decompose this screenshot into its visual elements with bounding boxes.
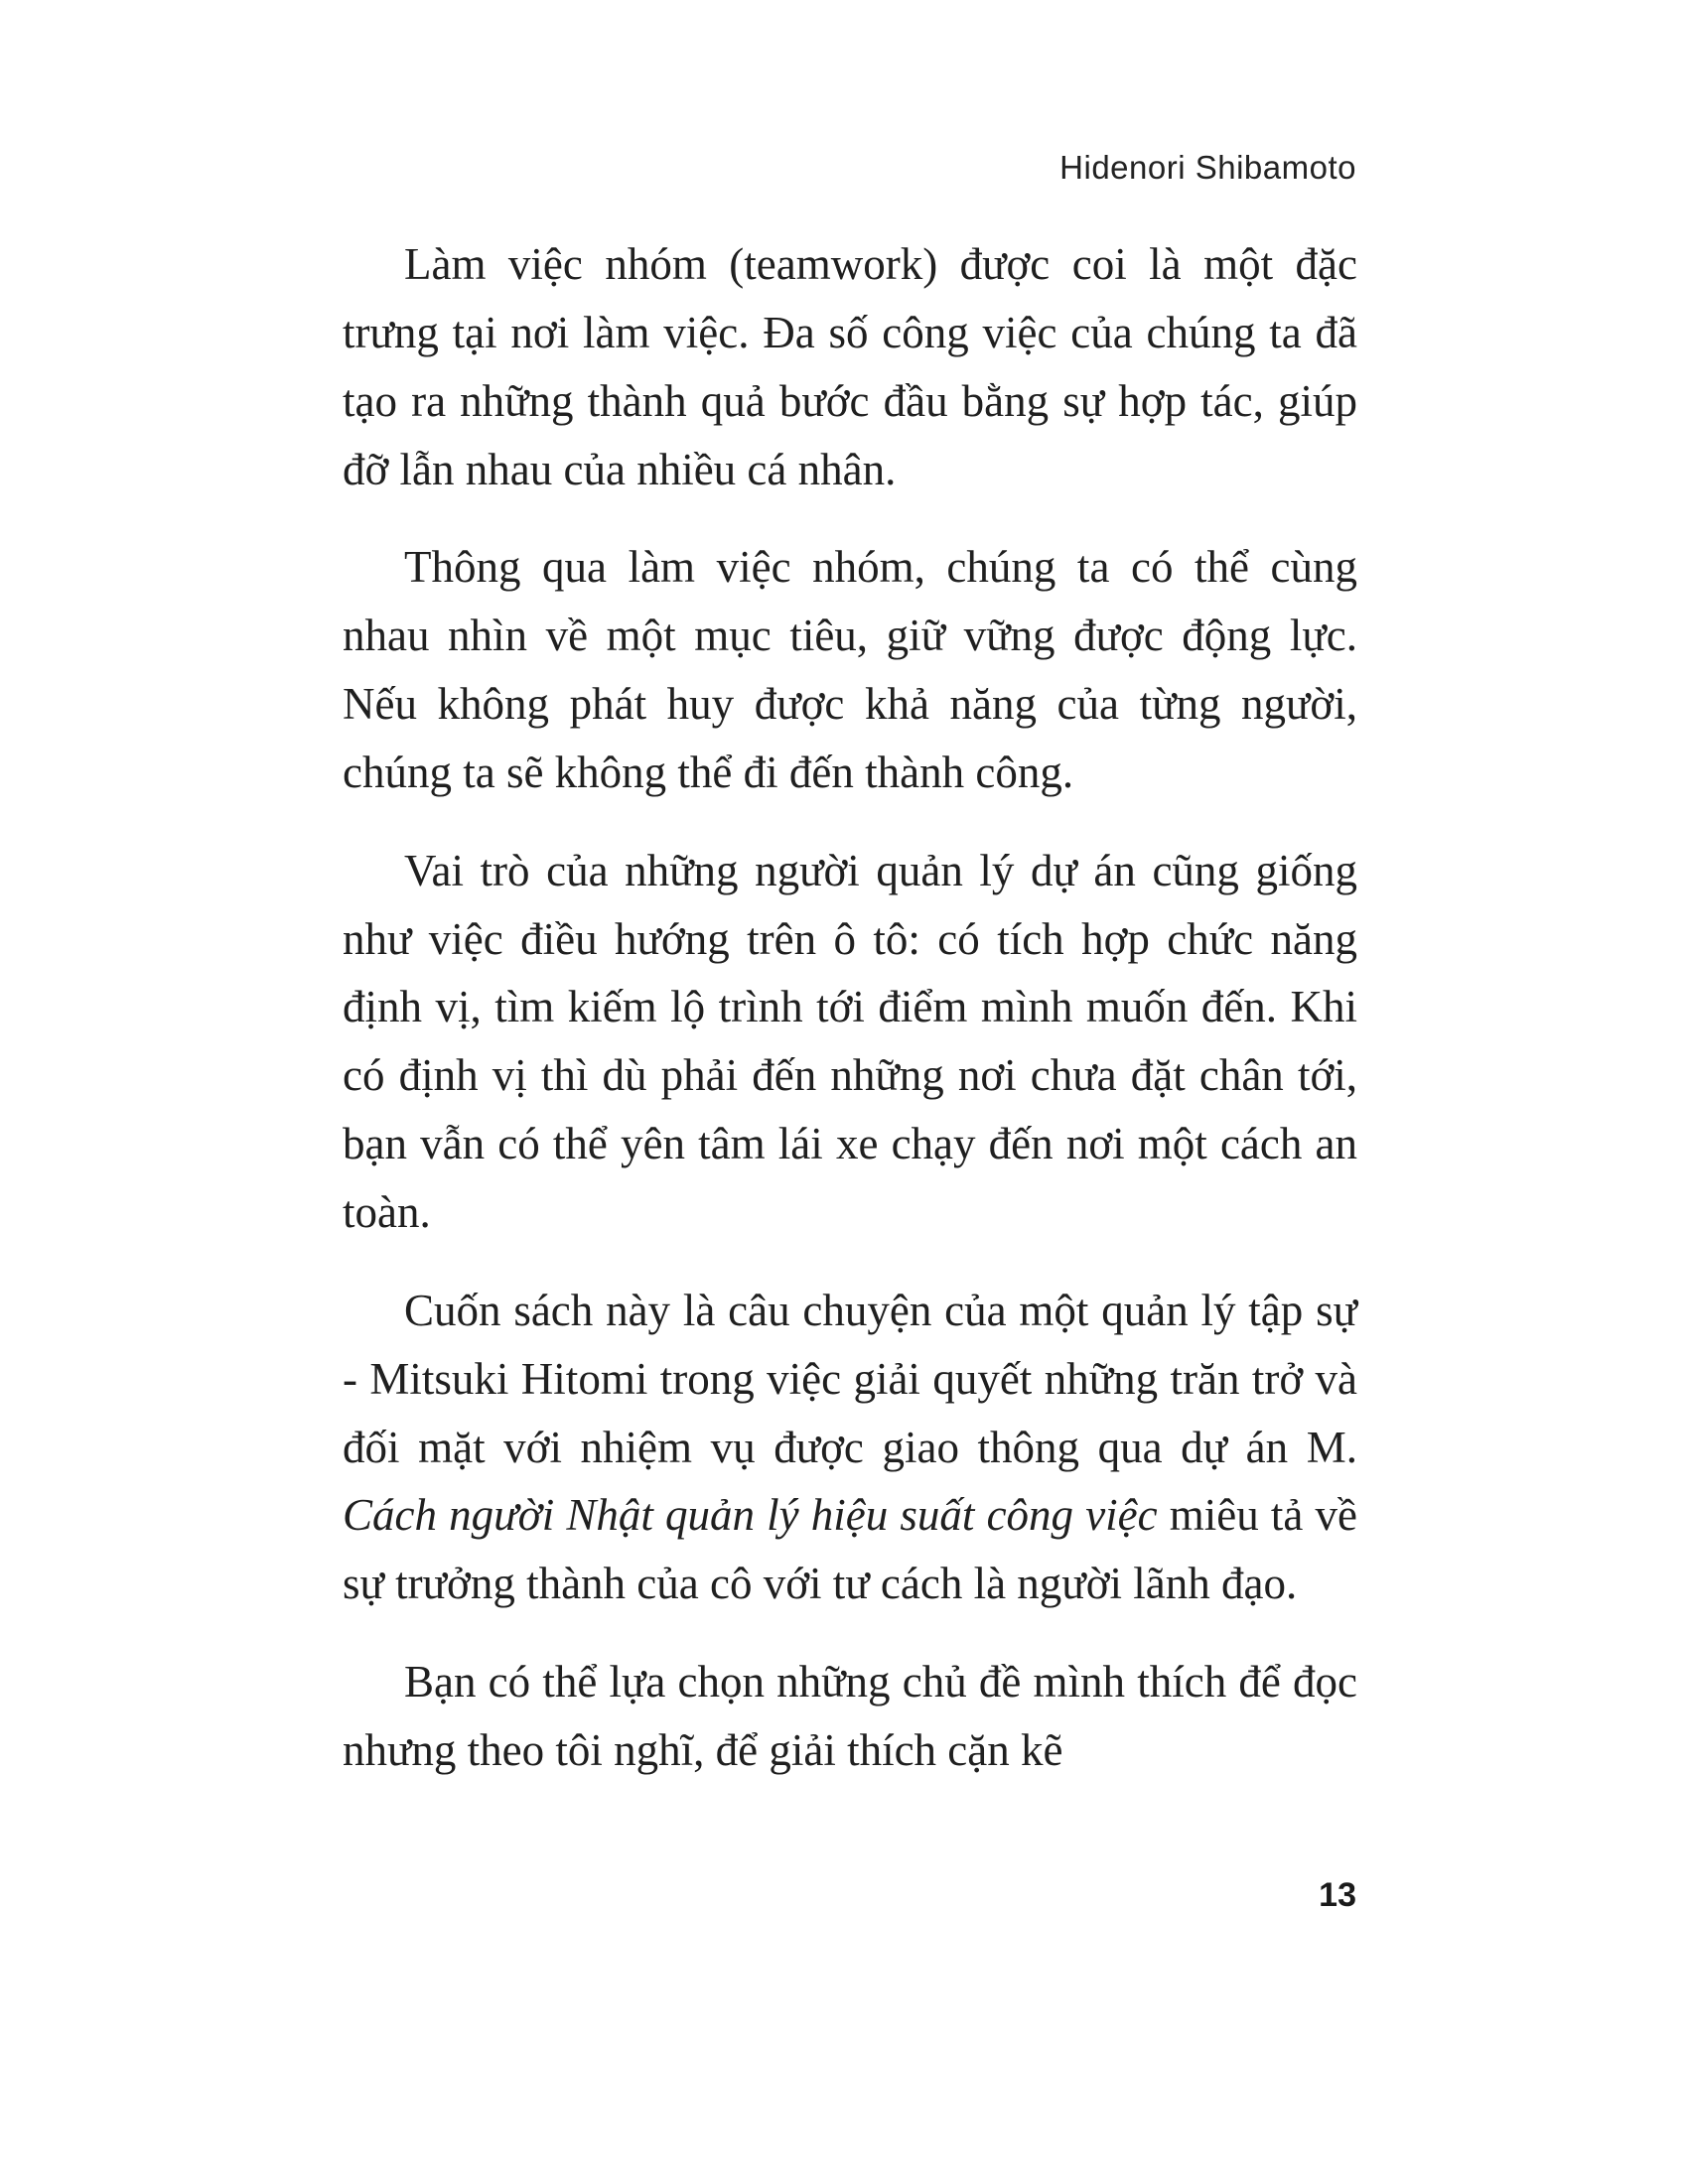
- paragraph-5: Bạn có thể lựa chọn những chủ đề mình thích để đọc nhưng theo tôi nghĩ, để giải thích cặn kẽ: [343, 1657, 1357, 1775]
- paragraph-3: Vai trò của những người quản lý dự án cũng giống như việc điều hướng trên ô tô: có tích hợp chức năng định vị, tìm kiếm lộ trình tới điểm mình muốn đến. Khi có định vị thì dù phải đến những nơi chưa đặt chân tới, bạn vẫn có thể yên tâm lái xe chạy đến nơi một cách an toàn.: [343, 845, 1357, 1237]
- body-text: [343, 230, 1357, 1785]
- paragraph-1: Làm việc nhóm (teamwork) được coi là một đặc trưng tại nơi làm việc. Đa số công việc của chúng ta đã tạo ra những thành quả bước đầu bằng sự hợp tác, giúp đỡ lẫn nhau của nhiều cá nhân.: [343, 239, 1357, 494]
- running-header-author: Hidenori Shibamoto: [1059, 149, 1356, 186]
- paragraph-2: Thông qua làm việc nhóm, chúng ta có thể cùng nhau nhìn về một mục tiêu, giữ vững được động lực. Nếu không phát huy được khả năng của từng người, chúng ta sẽ không thể đi đến thành công.: [343, 542, 1357, 797]
- paragraph-4-text-pre: Cuốn sách này là câu chuyện của một quản lý tập sự - Mitsuki Hitomi trong việc giải quyết những trăn trở và đối mặt với nhiệm vụ được giao thông qua dự án M.: [343, 1285, 1357, 1472]
- paragraph-4: [343, 1277, 1357, 1618]
- page-number: 13: [1319, 1876, 1356, 1914]
- book-title-italic: Cách người Nhật quản lý hiệu suất công việc: [343, 1490, 1158, 1541]
- paragraph-4-text-post: miêu tả về sự trưởng thành của cô với tư cách là người lãnh đạo.: [343, 1490, 1357, 1609]
